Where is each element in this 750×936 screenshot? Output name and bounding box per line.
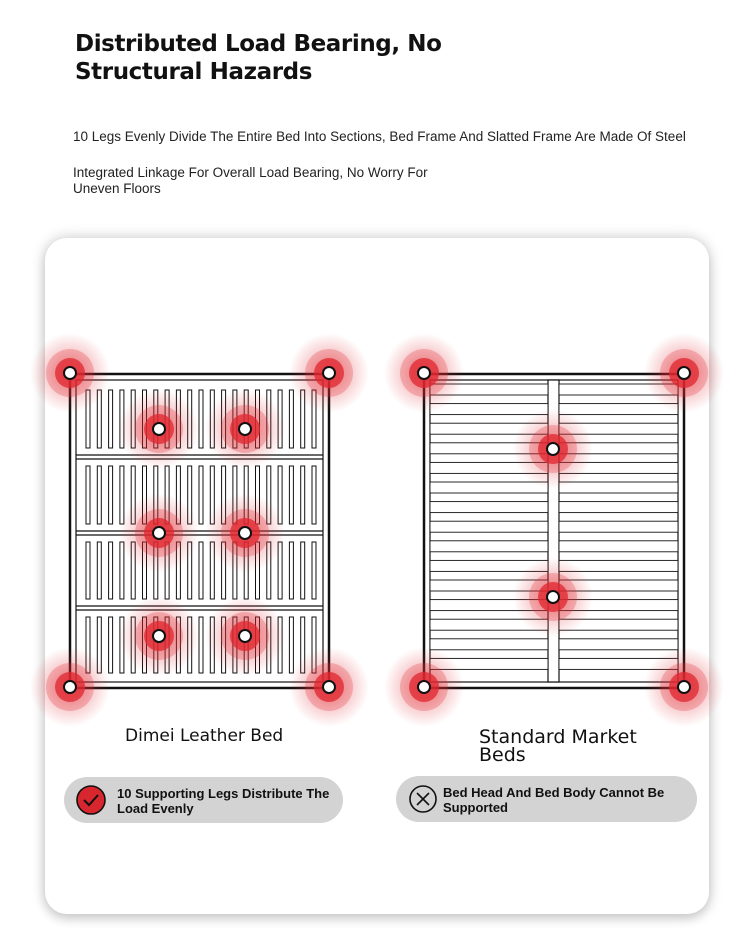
standard-bed-label: Standard Market Beds: [479, 726, 637, 766]
support-leg-marker: [384, 333, 464, 413]
slat: [86, 542, 90, 599]
support-leg-marker: [119, 389, 199, 469]
slat: [199, 466, 203, 524]
description-line-1: 10 Legs Evenly Divide The Entire Bed Into Sections, Bed Frame And Slatted Frame Are Made Of Steel: [73, 129, 686, 144]
slat: [109, 617, 113, 673]
slat: [199, 617, 203, 673]
description-line-2: Integrated Linkage For Overall Load Bearing, No Worry For Uneven Floors: [73, 165, 428, 196]
slat: [559, 541, 678, 552]
slat: [109, 542, 113, 599]
slat: [289, 390, 293, 448]
support-leg-marker: [513, 409, 593, 489]
slat: [301, 542, 305, 599]
slat: [109, 390, 113, 448]
slat: [109, 466, 113, 524]
slat: [559, 639, 678, 650]
page-title: Distributed Load Bearing, No Structural Hazards: [75, 31, 442, 85]
support-leg-marker: [289, 333, 369, 413]
slat: [559, 502, 678, 513]
slat: [430, 404, 548, 415]
support-leg-marker: [30, 333, 110, 413]
slat: [301, 466, 305, 524]
check-icon: [76, 785, 106, 815]
slat: [430, 639, 548, 650]
dimei-verdict-text: 10 Supporting Legs Distribute The Load Evenly: [117, 786, 330, 816]
dimei-bed-frame: [70, 374, 329, 688]
slat: [289, 542, 293, 599]
slat: [430, 541, 548, 552]
support-leg-marker: [644, 647, 724, 727]
slat: [199, 542, 203, 599]
slat: [289, 466, 293, 524]
support-leg-marker: [205, 493, 285, 573]
slat: [97, 466, 101, 524]
support-leg-marker: [513, 557, 593, 637]
slat: [559, 404, 678, 415]
support-leg-marker: [644, 333, 724, 413]
slat: [97, 542, 101, 599]
slat: [430, 502, 548, 513]
support-leg-marker: [289, 647, 369, 727]
support-leg-marker: [119, 596, 199, 676]
dimei-verdict-pill: [64, 777, 343, 823]
slat: [199, 390, 203, 448]
support-leg-marker: [384, 647, 464, 727]
support-leg-marker: [30, 647, 110, 727]
slat: [289, 617, 293, 673]
slat: [86, 466, 90, 524]
slat: [559, 521, 678, 532]
standard-verdict-text: Bed Head And Bed Body Cannot Be Supported: [443, 785, 665, 815]
slat: [430, 521, 548, 532]
slat: [312, 466, 316, 524]
support-leg-marker: [205, 389, 285, 469]
cross-icon: [408, 784, 438, 814]
slat: [559, 482, 678, 493]
standard-verdict-pill: [396, 776, 697, 822]
slat: [312, 542, 316, 599]
slat: [430, 482, 548, 493]
support-leg-marker: [119, 493, 199, 573]
support-leg-marker: [205, 596, 285, 676]
dimei-bed-label: Dimei Leather Bed: [125, 726, 284, 746]
